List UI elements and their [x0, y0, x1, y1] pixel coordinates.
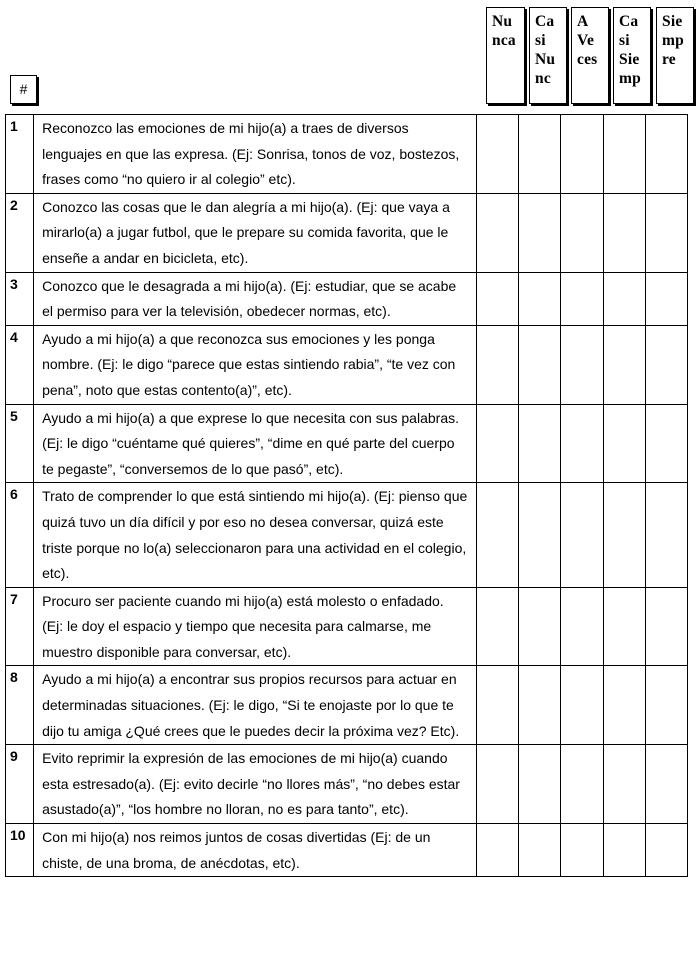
table-row [6, 483, 688, 587]
header-option-casi-nunca: Ca si Nu nc [529, 7, 567, 104]
item-statement: Reconozco las emociones de mi hijo(a) a traes de diversos lenguajes en que las expresa. (Ej: Sonrisa, tonos de voz, bostezos, frases como “no quiero ir al colegio” etc). [34, 115, 477, 194]
answer-cell-a-veces[interactable] [561, 115, 603, 194]
item-statement: Ayudo a mi hijo(a) a que exprese lo que necesita con sus palabras. (Ej: le digo “cuéntame qué quieres”, “dime en qué parte del cuerpo te pegaste”, “conversemos de lo que pasó”, etc). [34, 404, 477, 483]
header-option-siempre: Sie mp re [656, 7, 694, 104]
answer-cell-casi-siempre[interactable] [603, 587, 645, 666]
table-row [6, 115, 688, 194]
answer-cell-casi-nunca[interactable] [519, 325, 561, 404]
item-number: 3 [6, 272, 34, 325]
answer-cell-casi-siempre[interactable] [603, 666, 645, 745]
item-statement: Evito reprimir la expresión de las emociones de mi hijo(a) cuando esta estresado(a). (Ej: evito decirle “no llores más”, “no debes estar asustado(a)”, “los hombre no lloran, no es para tanto”, etc). [34, 745, 477, 824]
item-number: 10 [6, 824, 34, 877]
answer-cell-casi-nunca[interactable] [519, 115, 561, 194]
answer-cell-siempre[interactable] [645, 404, 687, 483]
answer-cell-siempre[interactable] [645, 272, 687, 325]
item-statement: Conozco que le desagrada a mi hijo(a). (Ej: estudiar, que se acabe el permiso para ver la televisión, obedecer normas, etc). [34, 272, 477, 325]
answer-cell-a-veces[interactable] [561, 483, 603, 587]
answer-cell-nunca[interactable] [477, 325, 519, 404]
answer-cell-nunca[interactable] [477, 115, 519, 194]
answer-cell-nunca[interactable] [477, 745, 519, 824]
answer-cell-a-veces[interactable] [561, 824, 603, 877]
answer-cell-casi-nunca[interactable] [519, 745, 561, 824]
item-number: 2 [6, 193, 34, 272]
answer-cell-siempre[interactable] [645, 325, 687, 404]
header-option-a-veces: A Ve ces [571, 7, 609, 104]
answer-cell-casi-nunca[interactable] [519, 587, 561, 666]
answer-cell-nunca[interactable] [477, 666, 519, 745]
answer-cell-siempre[interactable] [645, 745, 687, 824]
table-row [6, 745, 688, 824]
item-number: 4 [6, 325, 34, 404]
answer-cell-casi-nunca[interactable] [519, 404, 561, 483]
table-row [6, 272, 688, 325]
item-statement: Trato de comprender lo que está sintiendo mi hijo(a). (Ej: pienso que quizá tuvo un día difícil y por eso no desea conversar, quizá este triste porque no lo(a) seleccionaron para una actividad en el colegio, etc). [34, 483, 477, 587]
answer-cell-casi-nunca[interactable] [519, 666, 561, 745]
answer-cell-casi-siempre[interactable] [603, 824, 645, 877]
table-row [6, 404, 688, 483]
answer-cell-nunca[interactable] [477, 824, 519, 877]
table-row [6, 325, 688, 404]
header-option-casi-siempre: Ca si Sie mp [613, 7, 651, 104]
answer-cell-casi-siempre[interactable] [603, 272, 645, 325]
answer-cell-siempre[interactable] [645, 587, 687, 666]
answer-cell-a-veces[interactable] [561, 745, 603, 824]
answer-cell-nunca[interactable] [477, 193, 519, 272]
item-number: 7 [6, 587, 34, 666]
table-row [6, 193, 688, 272]
item-statement: Ayudo a mi hijo(a) a que reconozca sus emociones y les ponga nombre. (Ej: le digo “parece que estas sintiendo rabia”, “te vez con pena”, noto que estas contento(a)”, etc). [34, 325, 477, 404]
answer-cell-nunca[interactable] [477, 483, 519, 587]
answer-cell-a-veces[interactable] [561, 325, 603, 404]
answer-cell-siempre[interactable] [645, 483, 687, 587]
item-number: 9 [6, 745, 34, 824]
item-statement: Con mi hijo(a) nos reimos juntos de cosas divertidas (Ej: de un chiste, de una broma, de anécdotas, etc). [34, 824, 477, 877]
header-number-label: # [10, 75, 37, 104]
table-row [6, 824, 688, 877]
answer-cell-casi-nunca[interactable] [519, 483, 561, 587]
answer-cell-a-veces[interactable] [561, 587, 603, 666]
table-row [6, 587, 688, 666]
answer-cell-a-veces[interactable] [561, 193, 603, 272]
answer-cell-a-veces[interactable] [561, 666, 603, 745]
header-option-nunca: Nu nca [486, 7, 525, 104]
answer-cell-casi-siempre[interactable] [603, 325, 645, 404]
answer-cell-siempre[interactable] [645, 666, 687, 745]
answer-cell-siempre[interactable] [645, 115, 687, 194]
item-statement: Conozco las cosas que le dan alegría a mi hijo(a). (Ej: que vaya a mirarlo(a) a jugar futbol, que le prepare su comida favorita, que le enseñe a andar en bicicleta, etc). [34, 193, 477, 272]
answer-cell-siempre[interactable] [645, 824, 687, 877]
table-row [6, 666, 688, 745]
answer-cell-a-veces[interactable] [561, 272, 603, 325]
item-number: 8 [6, 666, 34, 745]
item-statement: Ayudo a mi hijo(a) a encontrar sus propios recursos para actuar en determinadas situaciones. (Ej: le digo, “Si te enojaste por lo que te dijo tu amiga ¿Qué crees que le puedes decir la próxima vez? Etc). [34, 666, 477, 745]
item-number: 6 [6, 483, 34, 587]
answer-cell-casi-nunca[interactable] [519, 272, 561, 325]
answer-cell-casi-siempre[interactable] [603, 745, 645, 824]
questionnaire-table [5, 114, 688, 877]
answer-cell-casi-nunca[interactable] [519, 193, 561, 272]
answer-cell-nunca[interactable] [477, 272, 519, 325]
answer-cell-casi-siempre[interactable] [603, 483, 645, 587]
item-number: 1 [6, 115, 34, 194]
answer-cell-casi-siempre[interactable] [603, 193, 645, 272]
answer-cell-casi-nunca[interactable] [519, 824, 561, 877]
answer-cell-siempre[interactable] [645, 193, 687, 272]
answer-cell-casi-siempre[interactable] [603, 115, 645, 194]
answer-cell-casi-siempre[interactable] [603, 404, 645, 483]
item-number: 5 [6, 404, 34, 483]
answer-cell-a-veces[interactable] [561, 404, 603, 483]
item-statement: Procuro ser paciente cuando mi hijo(a) está molesto o enfadado. (Ej: le doy el espacio y tiempo que necesita para calmarse, me muestro disponible para conversar, etc). [34, 587, 477, 666]
answer-cell-nunca[interactable] [477, 404, 519, 483]
answer-cell-nunca[interactable] [477, 587, 519, 666]
